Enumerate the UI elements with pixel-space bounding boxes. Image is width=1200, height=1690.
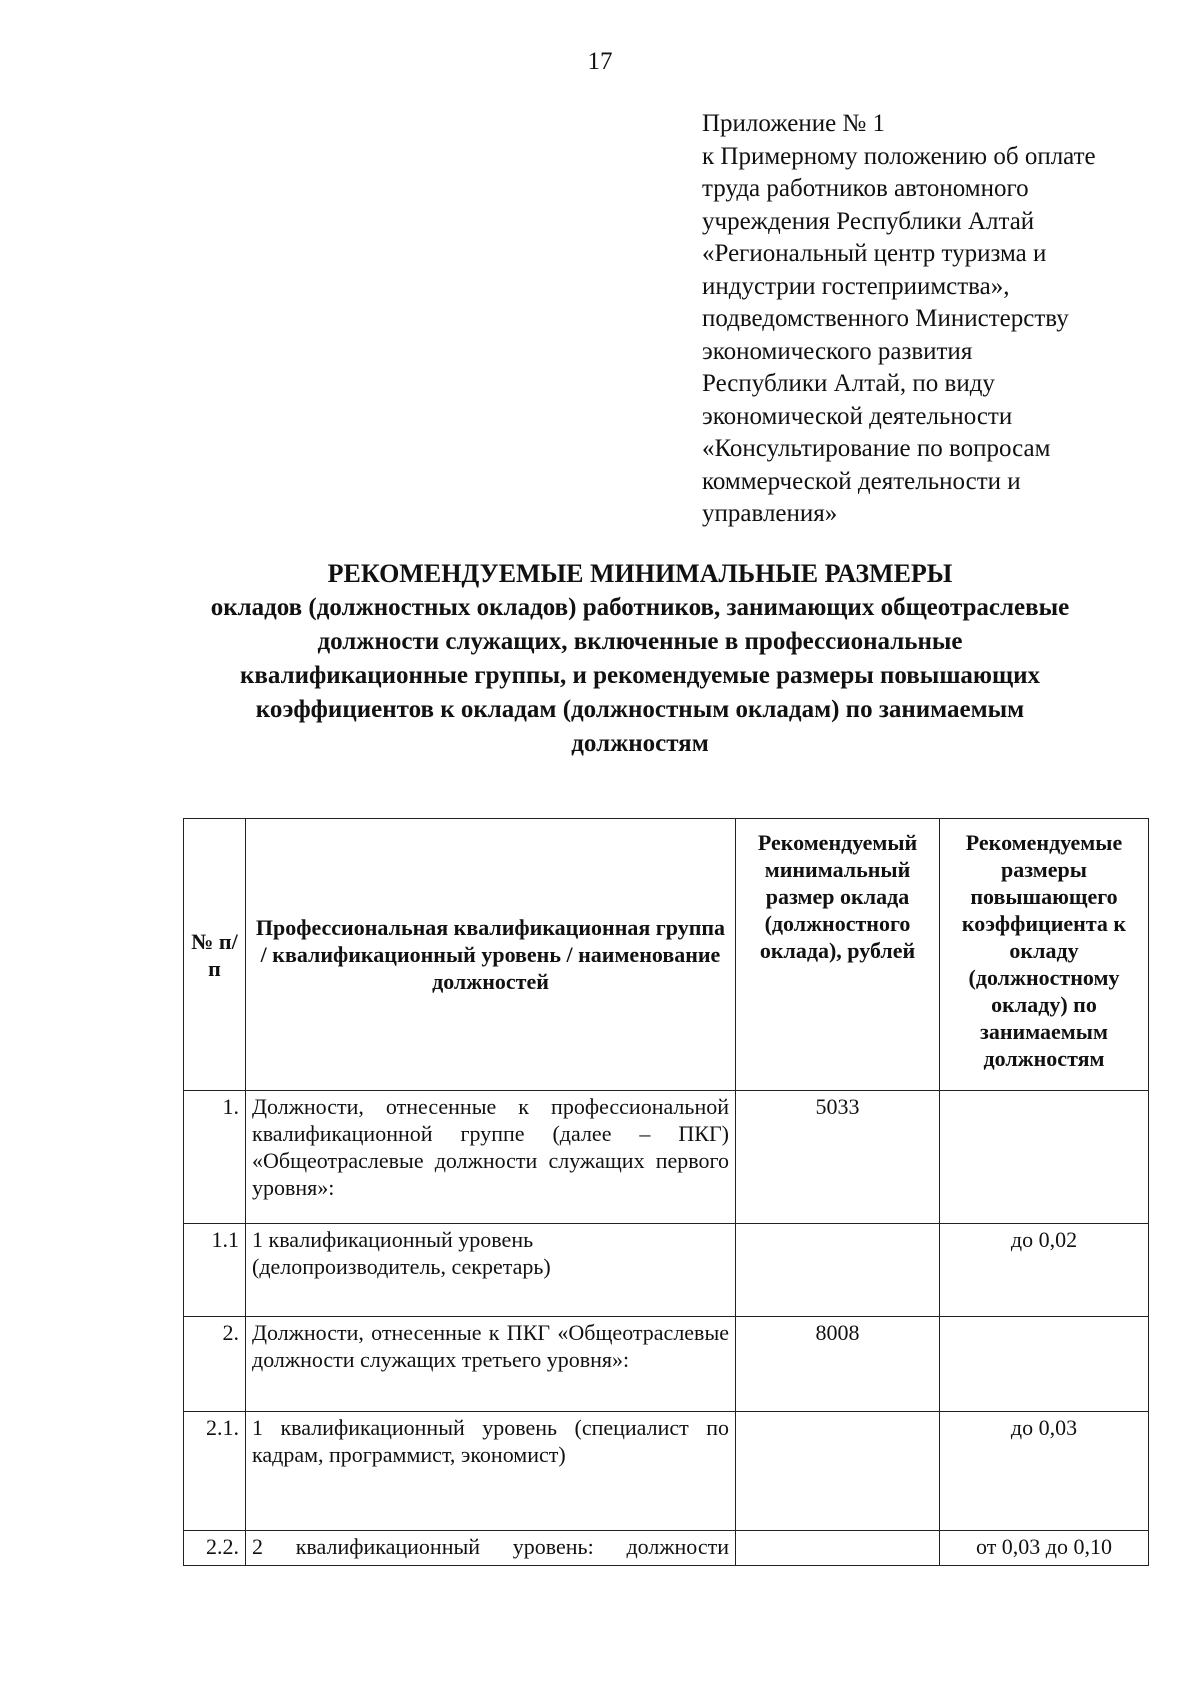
row-salary	[736, 1531, 940, 1566]
row-name: Должности, отнесенные к профессиональной квалификационной группе (далее – ПКГ) «Общеотраслевые должности служащих первого уровня»:	[246, 1091, 736, 1224]
row-coef: от 0,03 до 0,10	[940, 1531, 1149, 1566]
document-subtitle-line: окладов (должностных окладов) работников, занимающих общеотраслевые	[210, 594, 1070, 621]
table-row	[184, 1317, 1149, 1412]
appendix-line: Приложение № 1	[702, 110, 886, 137]
document-subtitle-line: коэффициентов к окладам (должностным окладам) по занимаемым	[255, 696, 1025, 723]
row-coef: до 0,03	[940, 1412, 1149, 1531]
document-subtitle-line: должности служащих, включенные в профессиональные	[317, 628, 963, 655]
table-header-row	[184, 819, 1149, 1091]
row-salary: 5033	[736, 1091, 940, 1224]
row-name: Должности, отнесенные к ПКГ «Общеотраслевые должности служащих третьего уровня»:	[246, 1317, 736, 1412]
appendix-line: подведомственного Министерству	[702, 305, 1069, 332]
row-number: 2.2.	[184, 1531, 246, 1566]
row-number: 1.	[184, 1091, 246, 1224]
row-number: 2.1.	[184, 1412, 246, 1531]
appendix-line: Республики Алтай, по виду	[702, 370, 995, 397]
appendix-line: управления»	[702, 500, 838, 527]
document-title: РЕКОМЕНДУЕМЫЕ МИНИМАЛЬНЫЕ РАЗМЕРЫ	[327, 559, 953, 588]
row-salary	[736, 1224, 940, 1317]
salary-table	[183, 818, 1149, 1566]
appendix-note	[702, 108, 1172, 531]
row-salary: 8008	[736, 1317, 940, 1412]
header-no: № п/п	[184, 819, 246, 1091]
document-subtitle-line: квалификационные группы, и рекомендуемые размеры повышающих	[239, 662, 1041, 689]
appendix-line: коммерческой деятельности и	[702, 467, 1021, 495]
row-coef	[940, 1317, 1149, 1412]
appendix-line: труда работников автономного	[702, 175, 1029, 202]
table-row	[184, 1224, 1149, 1317]
appendix-line: «Региональный центр туризма и	[702, 240, 1047, 267]
appendix-line: индустрии гостеприимства»,	[702, 272, 1010, 300]
header-salary: Рекомендуемый минимальный размер оклада (должностного оклада), рублей	[736, 819, 940, 1091]
appendix-line: экономического развития	[702, 337, 973, 365]
appendix-line: к Примерному положению об оплате	[702, 142, 1096, 170]
page-number: 17	[587, 48, 613, 75]
table-row	[184, 1531, 1149, 1566]
document-heading	[90, 557, 1190, 761]
row-coef	[940, 1091, 1149, 1224]
document-subtitle-line: должностям	[571, 730, 709, 757]
header-coef: Рекомендуемые размеры повышающего коэффициента к окладу (должностному окладу) по занимаемым должностям	[940, 819, 1149, 1091]
table-row	[184, 1412, 1149, 1531]
appendix-line: учреждения Республики Алтай	[702, 207, 1035, 235]
row-name: 1 квалификационный уровень (делопроизводитель, секретарь)	[246, 1224, 736, 1317]
table-row	[184, 1091, 1149, 1224]
header-group: Профессиональная квалификационная группа / квалификационный уровень / наименование должностей	[246, 819, 736, 1091]
row-salary	[736, 1412, 940, 1531]
row-coef: до 0,02	[940, 1224, 1149, 1317]
appendix-line: экономической деятельности	[702, 402, 1013, 430]
row-name: 2 квалификационный уровень: должности	[246, 1531, 736, 1566]
row-number: 2.	[184, 1317, 246, 1412]
row-name: 1 квалификационный уровень (специалист по кадрам, программист, экономист)	[246, 1412, 736, 1531]
appendix-line: «Консультирование по вопросам	[702, 435, 1051, 462]
row-number: 1.1	[184, 1224, 246, 1317]
